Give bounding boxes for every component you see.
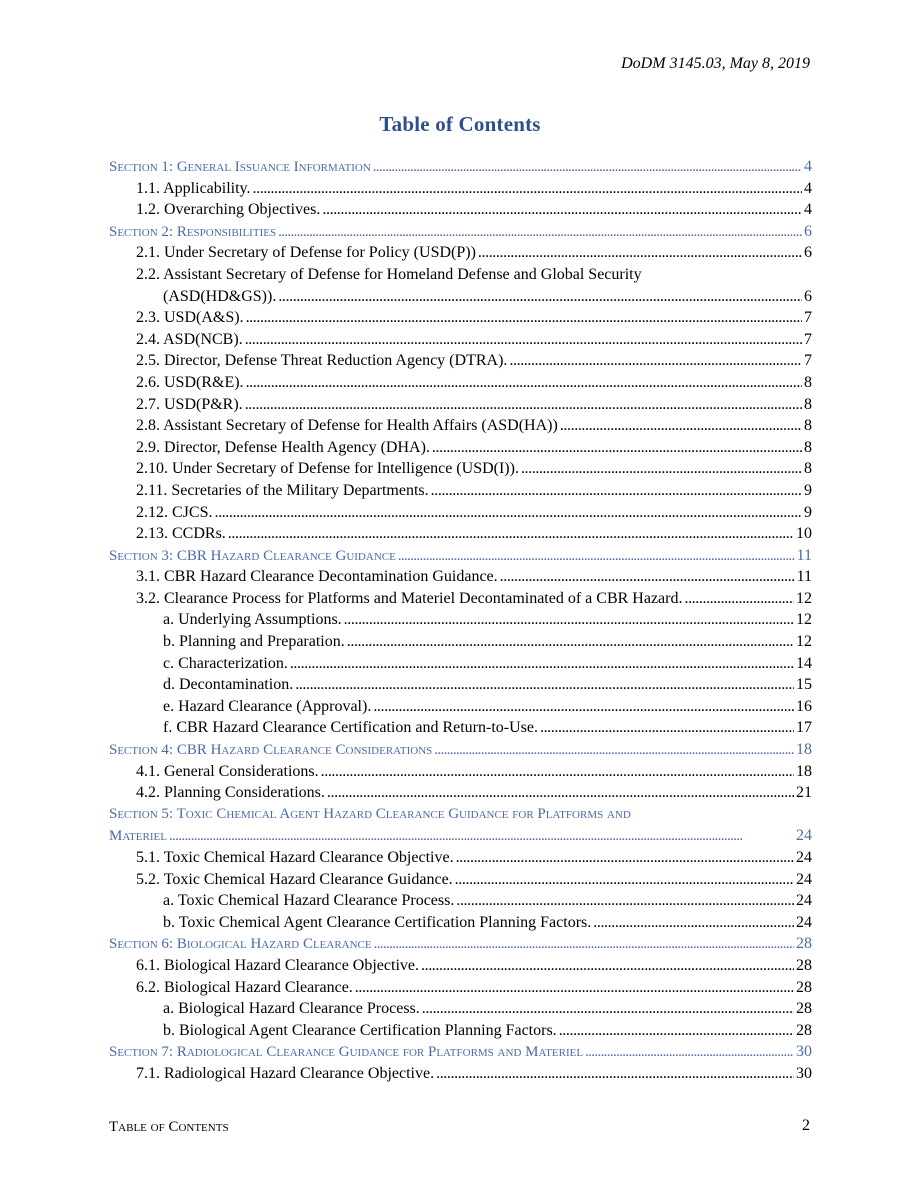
toc-page-number: 30 xyxy=(796,1064,812,1082)
dot-leader xyxy=(246,307,802,329)
toc-entry-link[interactable] xyxy=(109,674,812,696)
toc-entry-text: d. Decontamination. xyxy=(163,676,294,694)
toc-entry-text: 5.1. Toxic Chemical Hazard Clearance Objective. xyxy=(136,849,454,866)
toc-section-link[interactable] xyxy=(109,933,812,955)
toc-entry-text: 5.2. Toxic Chemical Hazard Clearance Guidance. xyxy=(136,870,453,888)
toc-entry-text: 1.1. Applicability. xyxy=(136,179,251,197)
dot-leader xyxy=(456,847,794,869)
toc-section-link[interactable] xyxy=(109,156,812,178)
toc-entry-link[interactable] xyxy=(109,437,812,459)
toc-entry-text: 2.10. Under Secretary of Defense for Intelligence (USD(I)). xyxy=(136,460,519,478)
toc-entry-link[interactable] xyxy=(109,264,812,286)
toc-entry-link[interactable] xyxy=(109,696,812,718)
toc-entry-text: Section 5: Toxic Chemical Agent Hazard Clearance Guidance for Platforms and xyxy=(109,805,631,822)
toc-page-number: 7 xyxy=(804,330,812,348)
toc-entry-link[interactable] xyxy=(109,782,812,804)
toc-page-number: 17 xyxy=(796,719,812,737)
toc-entry-link[interactable] xyxy=(109,199,812,221)
toc-entry-link[interactable] xyxy=(109,286,812,308)
dot-leader xyxy=(431,480,802,502)
toc-page-number: 14 xyxy=(796,654,812,672)
toc-section-link[interactable] xyxy=(109,739,812,761)
dot-leader xyxy=(253,178,802,200)
toc-entry-text: 1.2. Overarching Objectives. xyxy=(136,201,321,219)
dot-leader xyxy=(278,286,802,308)
dot-leader xyxy=(327,782,794,804)
toc-entry-text: 3.2. Clearance Process for Platforms and Materiel Decontaminated of a CBR Hazard. xyxy=(136,589,683,607)
dot-leader xyxy=(322,199,802,221)
toc-entry-link[interactable] xyxy=(109,566,812,588)
toc-entry-text: 2.9. Director, Defense Health Agency (DHA). xyxy=(136,438,430,456)
dot-leader xyxy=(374,934,794,956)
toc-entry-text: 2.12. CJCS. xyxy=(136,503,213,521)
dot-leader xyxy=(347,631,794,653)
footer-label: Table of Contents xyxy=(109,1119,229,1135)
toc-entry-link[interactable] xyxy=(109,609,812,631)
toc-entry-link[interactable] xyxy=(109,998,812,1020)
toc-section-link[interactable] xyxy=(109,825,812,847)
toc-page-number: 24 xyxy=(796,870,812,888)
toc-page-number: 18 xyxy=(796,762,812,780)
dot-leader xyxy=(456,890,794,912)
dot-leader xyxy=(290,653,794,675)
toc-entry-text: 2.7. USD(P&R). xyxy=(136,395,243,413)
dot-leader xyxy=(295,674,794,696)
toc-entry-link[interactable] xyxy=(109,912,812,934)
toc-entry-text: 6.2. Biological Hazard Clearance. xyxy=(136,978,353,996)
toc-entry-text: 4.2. Planning Considerations. xyxy=(136,784,325,802)
toc-page-number: 16 xyxy=(796,697,812,715)
dot-leader xyxy=(478,242,802,264)
toc-page-number: 7 xyxy=(804,352,812,370)
toc-section-link[interactable] xyxy=(109,545,812,567)
toc-page-number: 4 xyxy=(804,179,812,197)
toc-entry-link[interactable] xyxy=(109,631,812,653)
toc-page-number: 28 xyxy=(796,978,812,996)
toc-entry-text: 2.3. USD(A&S). xyxy=(136,309,244,327)
toc-entry-link[interactable] xyxy=(109,717,812,739)
toc-entry-text: 3.1. CBR Hazard Clearance Decontamination Guidance. xyxy=(136,568,498,586)
toc-section-link[interactable] xyxy=(109,804,812,826)
dot-leader xyxy=(455,869,794,891)
dot-leader xyxy=(344,609,794,631)
toc-entry-text: Materiel xyxy=(109,828,167,845)
dot-leader xyxy=(540,717,794,739)
toc-page-number: 9 xyxy=(804,481,812,499)
dot-leader xyxy=(434,740,794,762)
toc-entry-text: a. Underlying Assumptions. xyxy=(163,611,342,629)
toc-entry-text: Section 2: Responsibilities xyxy=(109,223,277,240)
toc-page-number: 11 xyxy=(796,546,812,564)
toc-entry-link[interactable] xyxy=(109,890,812,912)
dot-leader xyxy=(585,1042,794,1064)
table-of-contents xyxy=(109,156,812,1085)
dot-leader xyxy=(245,329,802,351)
toc-entry-text: c. Characterization. xyxy=(163,654,288,672)
toc-entry-text: b. Planning and Preparation. xyxy=(163,633,345,651)
toc-entry-text: 2.8. Assistant Secretary of Defense for Health Affairs (ASD(HA)) xyxy=(136,417,558,435)
dot-leader xyxy=(432,437,802,459)
toc-page-number: 12 xyxy=(796,611,812,629)
dot-leader xyxy=(214,502,802,524)
toc-page-number: 8 xyxy=(804,460,812,478)
toc-page-number: 15 xyxy=(796,676,812,694)
dot-leader xyxy=(559,1020,794,1042)
page-title: Table of Contents xyxy=(379,112,541,136)
toc-section-link[interactable] xyxy=(109,221,812,243)
toc-page-number: 8 xyxy=(804,395,812,413)
toc-entry-link[interactable] xyxy=(109,653,812,675)
toc-page-number: 4 xyxy=(804,158,812,175)
toc-entry-text: a. Biological Hazard Clearance Process. xyxy=(163,1000,420,1018)
toc-page-number: 8 xyxy=(804,417,812,435)
toc-entry-text: 4.1. General Considerations. xyxy=(136,762,319,780)
toc-entry-link[interactable] xyxy=(109,350,812,372)
toc-page-number: 30 xyxy=(796,1043,812,1061)
dot-leader xyxy=(684,588,794,610)
toc-entry-text: Section 7: Radiological Clearance Guidance for Platforms and Materiel xyxy=(109,1044,584,1061)
toc-page-number: 28 xyxy=(796,935,812,953)
toc-page-number: 12 xyxy=(796,589,812,607)
toc-entry-link[interactable] xyxy=(109,523,812,545)
dot-leader xyxy=(228,523,794,545)
toc-entry-link[interactable] xyxy=(109,372,812,394)
toc-entry-text: 7.1. Radiological Hazard Clearance Objective. xyxy=(136,1064,435,1082)
toc-entry-text: b. Toxic Chemical Agent Clearance Certification Planning Factors. xyxy=(163,913,592,931)
dot-leader xyxy=(509,350,802,372)
toc-entry-link[interactable] xyxy=(109,1063,812,1085)
toc-entry-link[interactable] xyxy=(109,458,812,480)
dot-leader xyxy=(500,566,795,588)
toc-page-number: 9 xyxy=(804,503,812,521)
toc-entry-link[interactable] xyxy=(109,178,812,200)
toc-page-number: 24 xyxy=(796,892,812,910)
dot-leader xyxy=(321,761,794,783)
toc-page-number: 12 xyxy=(796,633,812,651)
toc-entry-text: Section 3: CBR Hazard Clearance Guidance xyxy=(109,547,396,564)
toc-page-number: 18 xyxy=(796,741,812,759)
toc-entry-link[interactable] xyxy=(109,955,812,977)
toc-entry-text: 6.1. Biological Hazard Clearance Objective. xyxy=(136,956,419,974)
toc-entry-text: 2.5. Director, Defense Threat Reduction Agency (DTRA). xyxy=(136,352,508,370)
toc-entry-text: 2.1. Under Secretary of Defense for Policy (USD(P)) xyxy=(136,244,476,262)
toc-page-number: 6 xyxy=(804,244,812,262)
dot-leader xyxy=(169,826,794,848)
toc-entry-text: a. Toxic Chemical Hazard Clearance Process. xyxy=(163,892,455,910)
toc-entry-text: Section 4: CBR Hazard Clearance Considerations xyxy=(109,742,433,759)
footer-page-number: 2 xyxy=(802,1117,810,1134)
toc-entry-text: 2.6. USD(R&E). xyxy=(136,373,244,391)
dot-leader xyxy=(373,157,802,179)
toc-entry-text: (ASD(HD&GS)). xyxy=(163,287,277,305)
toc-entry-link[interactable] xyxy=(109,415,812,437)
toc-page-number: 24 xyxy=(796,913,812,931)
toc-entry-text: 2.2. Assistant Secretary of Defense for Homeland Defense and Global Security xyxy=(136,265,642,283)
toc-entry-link[interactable] xyxy=(109,394,812,416)
toc-entry-text: b. Biological Agent Clearance Certification Planning Factors. xyxy=(163,1021,557,1039)
dot-leader xyxy=(593,912,794,934)
toc-entry-link[interactable] xyxy=(109,329,812,351)
toc-page-number: 7 xyxy=(804,309,812,327)
toc-entry-link[interactable] xyxy=(109,588,812,610)
toc-entry-link[interactable] xyxy=(109,1020,812,1042)
toc-entry-text: f. CBR Hazard Clearance Certification and Return-to-Use. xyxy=(163,719,538,737)
toc-entry-link[interactable] xyxy=(109,307,812,329)
toc-entry-text: 2.11. Secretaries of the Military Departments. xyxy=(136,481,429,499)
toc-section-link[interactable] xyxy=(109,1041,812,1063)
dot-leader xyxy=(422,998,794,1020)
dot-leader xyxy=(278,222,802,244)
toc-entry-text: 2.13. CCDRs. xyxy=(136,525,226,543)
dot-leader xyxy=(246,372,802,394)
toc-page-number: 6 xyxy=(804,287,812,305)
toc-page-number: 11 xyxy=(796,568,812,586)
toc-page-number: 24 xyxy=(796,827,812,845)
toc-entry-link[interactable] xyxy=(109,847,812,869)
toc-entry-link[interactable] xyxy=(109,480,812,502)
toc-entry-link[interactable] xyxy=(109,761,812,783)
toc-entry-link[interactable] xyxy=(109,977,812,999)
dot-leader xyxy=(398,546,795,568)
toc-entry-link[interactable] xyxy=(109,502,812,524)
toc-page-number: 28 xyxy=(796,1000,812,1018)
toc-page-number: 21 xyxy=(796,784,812,802)
dot-leader xyxy=(521,458,802,480)
toc-entry-text: e. Hazard Clearance (Approval). xyxy=(163,697,372,715)
toc-entry-link[interactable] xyxy=(109,242,812,264)
toc-entry-text: 2.4. ASD(NCB). xyxy=(136,330,243,348)
toc-page-number: 6 xyxy=(804,222,812,240)
toc-page-number: 8 xyxy=(804,373,812,391)
dot-leader xyxy=(421,955,794,977)
toc-page-number: 28 xyxy=(796,1021,812,1039)
toc-page-number: 28 xyxy=(796,956,812,974)
dot-leader xyxy=(355,977,794,999)
toc-entry-text: Section 6: Biological Hazard Clearance xyxy=(109,936,372,953)
toc-page-number: 4 xyxy=(804,201,812,219)
dot-leader xyxy=(245,394,802,416)
dot-leader xyxy=(436,1063,794,1085)
toc-entry-text: Section 1: General Issuance Information xyxy=(109,159,371,175)
dot-leader xyxy=(373,696,794,718)
dot-leader xyxy=(560,415,802,437)
toc-page-number: 8 xyxy=(804,438,812,456)
toc-entry-link[interactable] xyxy=(109,869,812,891)
document-reference: DoDM 3145.03, May 8, 2019 xyxy=(621,55,810,72)
toc-page-number: 10 xyxy=(796,525,812,543)
toc-page-number: 24 xyxy=(796,849,812,866)
